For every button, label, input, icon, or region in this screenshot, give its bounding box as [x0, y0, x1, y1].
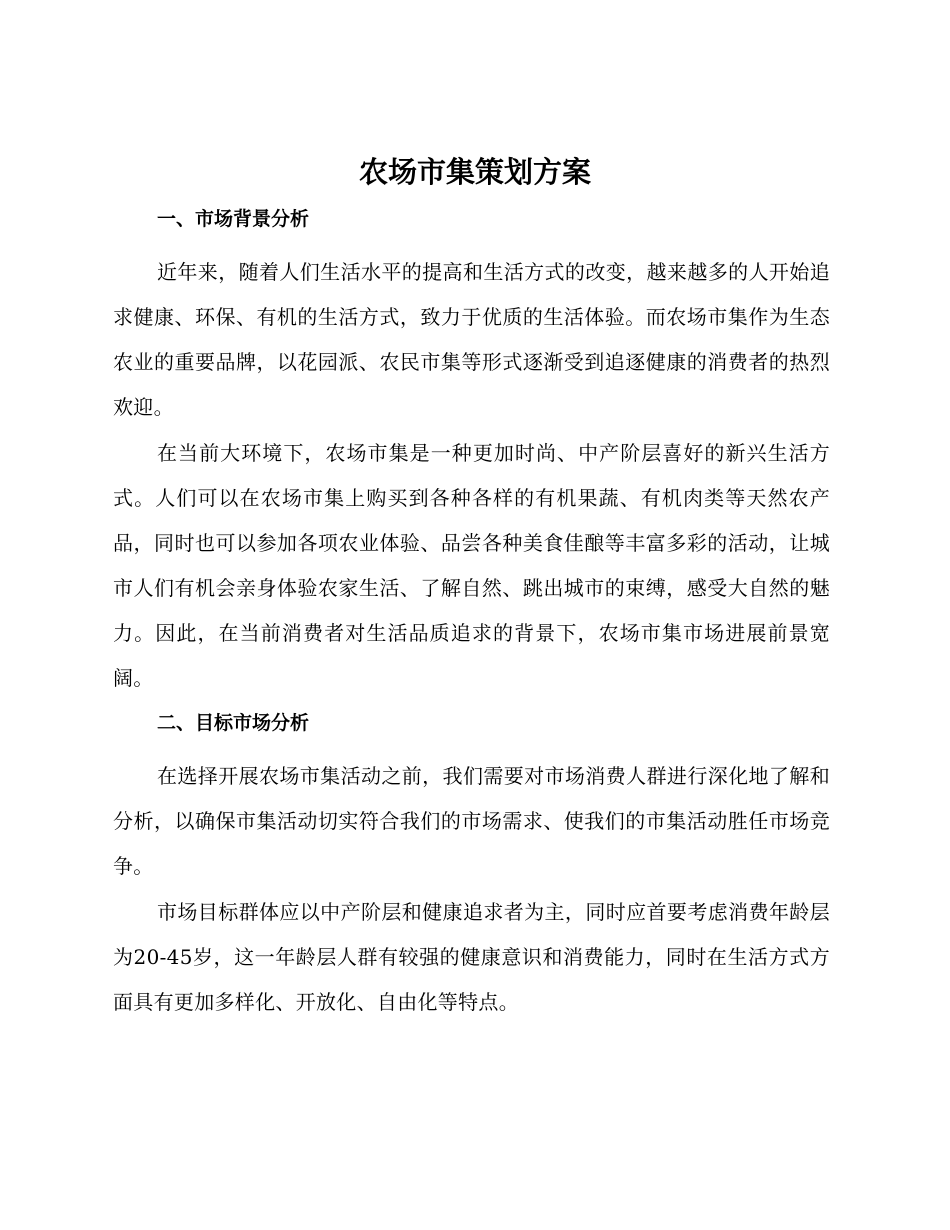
paragraph-market-background-2: 在当前大环境下，农场市集是一种更加时尚、中产阶层喜好的新兴生活方式。人们可以在农场市集上购买到各种各样的有机果蔬、有机肉类等天然农产品，同时也可以参加各项农业体验、品尝各种美食佳酿等丰富多彩的活动，让城市人们有机会亲身体验农家生活、了解自然、跳出城市的束缚，感受大自然的魅力。因此，在当前消费者对生活品质追求的背景下，农场市集市场进展前景宽阔。	[113, 441, 830, 690]
paragraph-market-background-1: 近年来，随着人们生活水平的提高和生活方式的改变，越来越多的人开始追求健康、环保、有机的生活方式，致力于优质的生活体验。而农场市集作为生态农业的重要品牌，以花园派、农民市集等形式逐渐受到追逐健康的消费者的热烈欢迎。	[113, 260, 830, 419]
section-heading-target-market: 二、目标市场分析	[157, 712, 310, 734]
paragraph-target-market-2: 市场目标群体应以中产阶层和健康追求者为主，同时应首要考虑消费年龄层为20-45岁，这一年龄层人群有较强的健康意识和消费能力，同时在生活方式方面具有更加多样化、开放化、自由化等特点。	[113, 900, 830, 1014]
paragraph-target-market-1: 在选择开展农场市集活动之前，我们需要对市场消费人群进行深化地了解和分析，以确保市集活动切实符合我们的市场需求、使我们的市集活动胜任市场竞争。	[113, 764, 830, 878]
section-heading-market-background: 一、市场背景分析	[157, 208, 310, 230]
document-title: 农场市集策划方案	[358, 155, 591, 189]
